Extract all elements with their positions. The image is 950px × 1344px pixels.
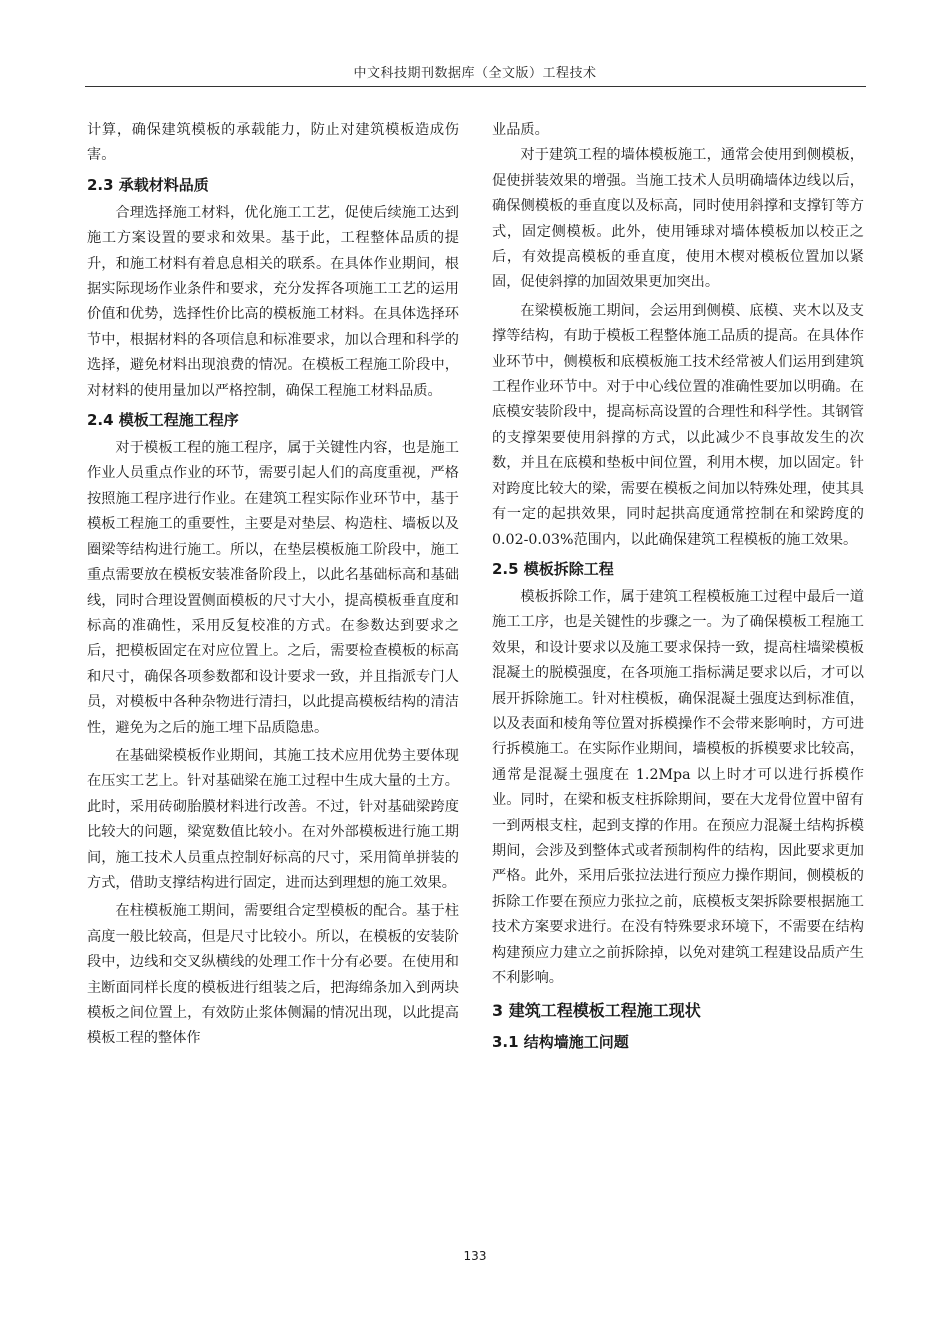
paragraph: 在基础梁模板作业期间，其施工技术应用优势主要体现在压实工艺上。针对基础梁在施工过程中生成大量的土方。此时，采用砖砌胎膜材料进行改善。不过，针对基础梁跨度比较大的问题，梁宽数值比较小。在对外部模板进行施工期间，施工技术人员重点控制好标高的尺寸，采用简单拼装的方式，借助支撑结构进行固定，进而达到理想的施工效果。	[87, 747, 459, 891]
section-heading-3-1: 3.1 结构墙施工问题	[492, 1033, 629, 1052]
paragraph: 在柱模板施工期间，需要组合定型模板的配合。基于柱高度一般比较高，但是尺寸比较小。所以，在模板的安装阶段中，边线和交叉纵横线的处理工作十分有必要。在使用和主断面同样长度的模板进行组装之后，把海绵条加入到两块模板之间位置上，有效防止浆体侧漏的情况出现，以此提高模板工程的整体作	[87, 903, 459, 1047]
page-number: 133	[463, 1249, 487, 1263]
running-header: 中文科技期刊数据库（全文版）工程技术	[353, 66, 597, 81]
right-column	[492, 118, 864, 1058]
paragraph-continued: 计算，确保建筑模板的承载能力，防止对建筑模板造成伤害。	[87, 122, 459, 164]
paragraph: 模板拆除工作，属于建筑工程模板施工过程中最后一道施工工序，也是关键性的步骤之一。为了确保模板工程施工效果，和设计要求以及施工要求保持一致，提高柱墙梁模板混凝土的脱模强度，在各项施工指标满足要求以后，才可以展开拆除施工。针对柱模板，确保混凝土强度达到标准值，以及表面和棱角等位置对拆模操作不会带来影响时，方可进行拆模施工。在实际作业期间，墙模板的拆模要求比较高，通常是混凝土强度在 1.2Mpa 以上时才可以进行拆模作业。同时，在梁和板支柱拆除期间，要在大龙骨位置中留有一到两根支柱，起到支撑的作用。在预应力混凝土结构拆模期间，会涉及到整体式或者预制构件的结构，因此要求更加严格。此外，采用后张拉法进行预应力操作期间，侧模板的拆除工作要在预应力张拉之前，底模板支架拆除要根据施工技术方案要求进行。在没有特殊要求环境下，不需要在结构构建预应力建立之前拆除掉，以免对建筑工程建设品质产生不利影响。	[492, 588, 864, 986]
section-heading-3: 3 建筑工程模板工程施工现状	[492, 1001, 701, 1021]
paragraph: 对于模板工程的施工程序，属于关键性内容，也是施工作业人员重点作业的环节，需要引起人们的高度重视，严格按照施工程序进行作业。在建筑工程实际作业环节中，基于模板工程施工的重要性，主要是对垫层、构造柱、墙板以及圈梁等结构进行施工。所以，在垫层模板施工阶段中，施工重点需要放在模板安装准备阶段上，以此名基础标高和基础线，同时合理设置侧面模板的尺寸大小，提高模板垂直度和标高的准确性，采用反复校准的方式。在参数达到要求之后，把模板固定在对应位置上。之后，需要检查模板的标高和尺寸，确保各项参数都和设计要求一致，并且指派专门人员，对模板中各种杂物进行清扫，以此提高模板结构的清洁性，避免为之后的施工埋下品质隐患。	[87, 440, 459, 736]
section-heading-2-5: 2.5 模板拆除工程	[492, 559, 614, 578]
paragraph: 合理选择施工材料，优化施工工艺，促使后续施工达到施工方案设置的要求和效果。基于此，工程整体品质的提升，和施工材料有着息息相关的联系。在具体作业期间，根据实际现场作业条件和要求，充分发挥各项施工工艺的运用价值和优势，选择性价比高的模板施工材料。在具体选择环节中，根据材料的各项信息和标准要求，加以合理和科学的选择，避免材料出现浪费的情况。在模板工程施工阶段中，对材料的使用量加以严格控制，确保工程施工材料品质。	[87, 204, 459, 399]
paragraph-continued: 业品质。	[492, 122, 549, 138]
header-rule	[85, 86, 866, 87]
left-column	[87, 118, 459, 1055]
section-heading-2-3: 2.3 承载材料品质	[87, 175, 209, 194]
paragraph: 对于建筑工程的墙体模板施工，通常会使用到侧模板，促使拼装效果的增强。当施工技术人员明确墙体边线以后，确保侧模板的垂直度以及标高，同时使用斜撑和支撑钉等方式，固定侧模板。此外，使用锤球对墙体模板加以校正之后，有效提高模板的垂直度，使用木楔对模板位置加以紧固，促使斜撑的加固效果更加突出。	[492, 147, 864, 291]
section-heading-2-4: 2.4 模板工程施工程序	[87, 411, 239, 430]
paragraph: 在梁模板施工期间，会运用到侧模、底模、夹木以及支撑等结构，有助于模板工程整体施工品质的提高。在具体作业环节中，侧模板和底模板施工技术经常被人们运用到建筑工程作业环节中。对于中心线位置的准确性要加以明确。在底模安装阶段中，提高标高设置的合理性和科学性。其钢管的支撑架要使用斜撑的方式，以此减少不良事故发生的次数，并且在底模和垫板中间位置，利用木楔，加以固定。针对跨度比较大的梁，需要在模板之间加以特殊处理，使其具有一定的起拱效果，同时起拱高度通常控制在和梁跨度的 0.02-0.03%范围内，以此确保建筑工程模板的施工效果。	[492, 302, 864, 548]
